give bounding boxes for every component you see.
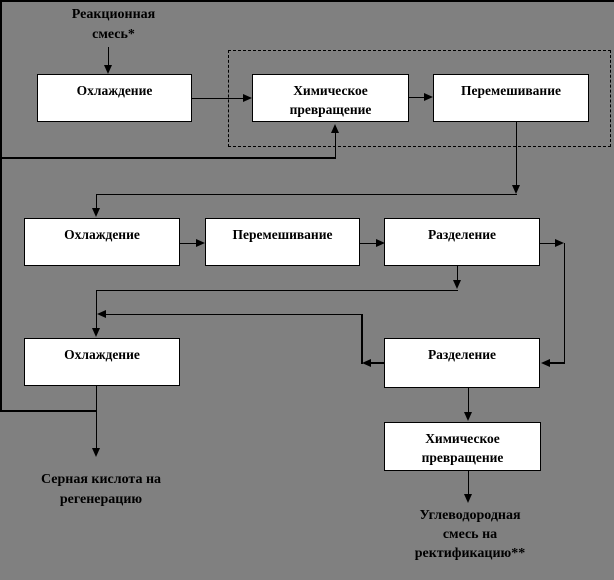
hydrocarbon-output-arrowhead-icon (464, 494, 472, 503)
feed-arrow-line (108, 47, 110, 66)
node-mixing-2: Перемешивание (205, 218, 360, 266)
node-chemical-reaction-1: Химическое превращение (252, 74, 409, 122)
feed-arrowhead-icon (104, 65, 112, 74)
feed-label (56, 5, 171, 45)
feedback-line-y314 (106, 314, 362, 316)
node-cooling-3: Охлаждение (24, 338, 180, 386)
connector-mixing1-down-arrowhead-icon (512, 185, 520, 194)
connector-separation2-down (468, 388, 470, 412)
connector-into-separation2-right (550, 362, 565, 364)
node-separation-2: Разделение (384, 338, 540, 388)
connector-right-drop (564, 243, 566, 364)
connector-mixing2-separation1 (360, 243, 377, 245)
acid-output-label-line1: Серная кислота на (40, 472, 162, 487)
connector-separation1-down (457, 266, 459, 281)
feedback-into-cooling3-arrowhead-icon (97, 310, 106, 318)
connector-cooling1-reaction1 (192, 98, 244, 100)
connector-mixing2-separation1-arrowhead-icon (376, 239, 385, 247)
acid-output-label-line2: регенерацию (59, 492, 143, 507)
node-separation-1: Разделение (384, 218, 540, 266)
feed-label-line1: Реакционная (71, 7, 156, 22)
node-cooling-1: Охлаждение (37, 74, 192, 122)
connector-cooling2-mixing2-arrowhead-icon (196, 239, 205, 247)
connector-reaction1-mixing1 (409, 97, 425, 99)
feedback-riser (361, 314, 363, 364)
connector-into-cooling2-arrowhead-icon (92, 208, 100, 217)
hydrocarbon-output-label (390, 506, 550, 563)
acid-output-label (21, 470, 181, 510)
top-border-line (0, 0, 614, 2)
line-L2 (96, 290, 458, 292)
connector-L1-into-cooling2 (96, 195, 98, 209)
line-L1 (96, 194, 517, 196)
feedback-left-arrowhead-icon (362, 359, 371, 367)
connector-reaction2-down (468, 471, 470, 494)
feed-label-line2: смесь* (92, 27, 135, 42)
connector-cooling3-down (96, 386, 98, 448)
connector-mixing1-down (516, 122, 518, 185)
connector-separation1-right-out (540, 243, 556, 245)
recycle-into-reaction1-arrowhead-icon (331, 124, 339, 133)
connector-into-cooling3-arrowhead-icon (92, 328, 100, 337)
node-chemical-reaction-2: Химическое превращение (384, 422, 541, 471)
connector-into-reaction2-arrowhead-icon (464, 412, 472, 421)
recycle-return-y410 (0, 410, 97, 412)
hydrocarbon-output-label-line1: Углеводородная (419, 508, 521, 523)
recycle-riser-into-reaction1 (335, 131, 337, 159)
hydrocarbon-output-label-line3: ректификацию** (414, 546, 526, 561)
connector-reaction1-mixing1-arrowhead-icon (424, 93, 433, 101)
connector-cooling2-mixing2 (180, 243, 197, 245)
recycle-line-y157 (0, 157, 336, 159)
connector-cooling1-reaction1-arrowhead-icon (243, 94, 252, 102)
hydrocarbon-output-label-line2: смесь на (442, 527, 498, 542)
acid-output-arrowhead-icon (92, 448, 100, 457)
connector-into-separation2-arrowhead-icon (541, 359, 550, 367)
node-cooling-2: Охлаждение (24, 218, 180, 266)
connector-separation1-down-arrowhead-icon (453, 280, 461, 289)
node-mixing-1: Перемешивание (433, 74, 589, 122)
feedback-separation2-left-out (371, 362, 384, 364)
left-recycle-line (0, 0, 2, 411)
